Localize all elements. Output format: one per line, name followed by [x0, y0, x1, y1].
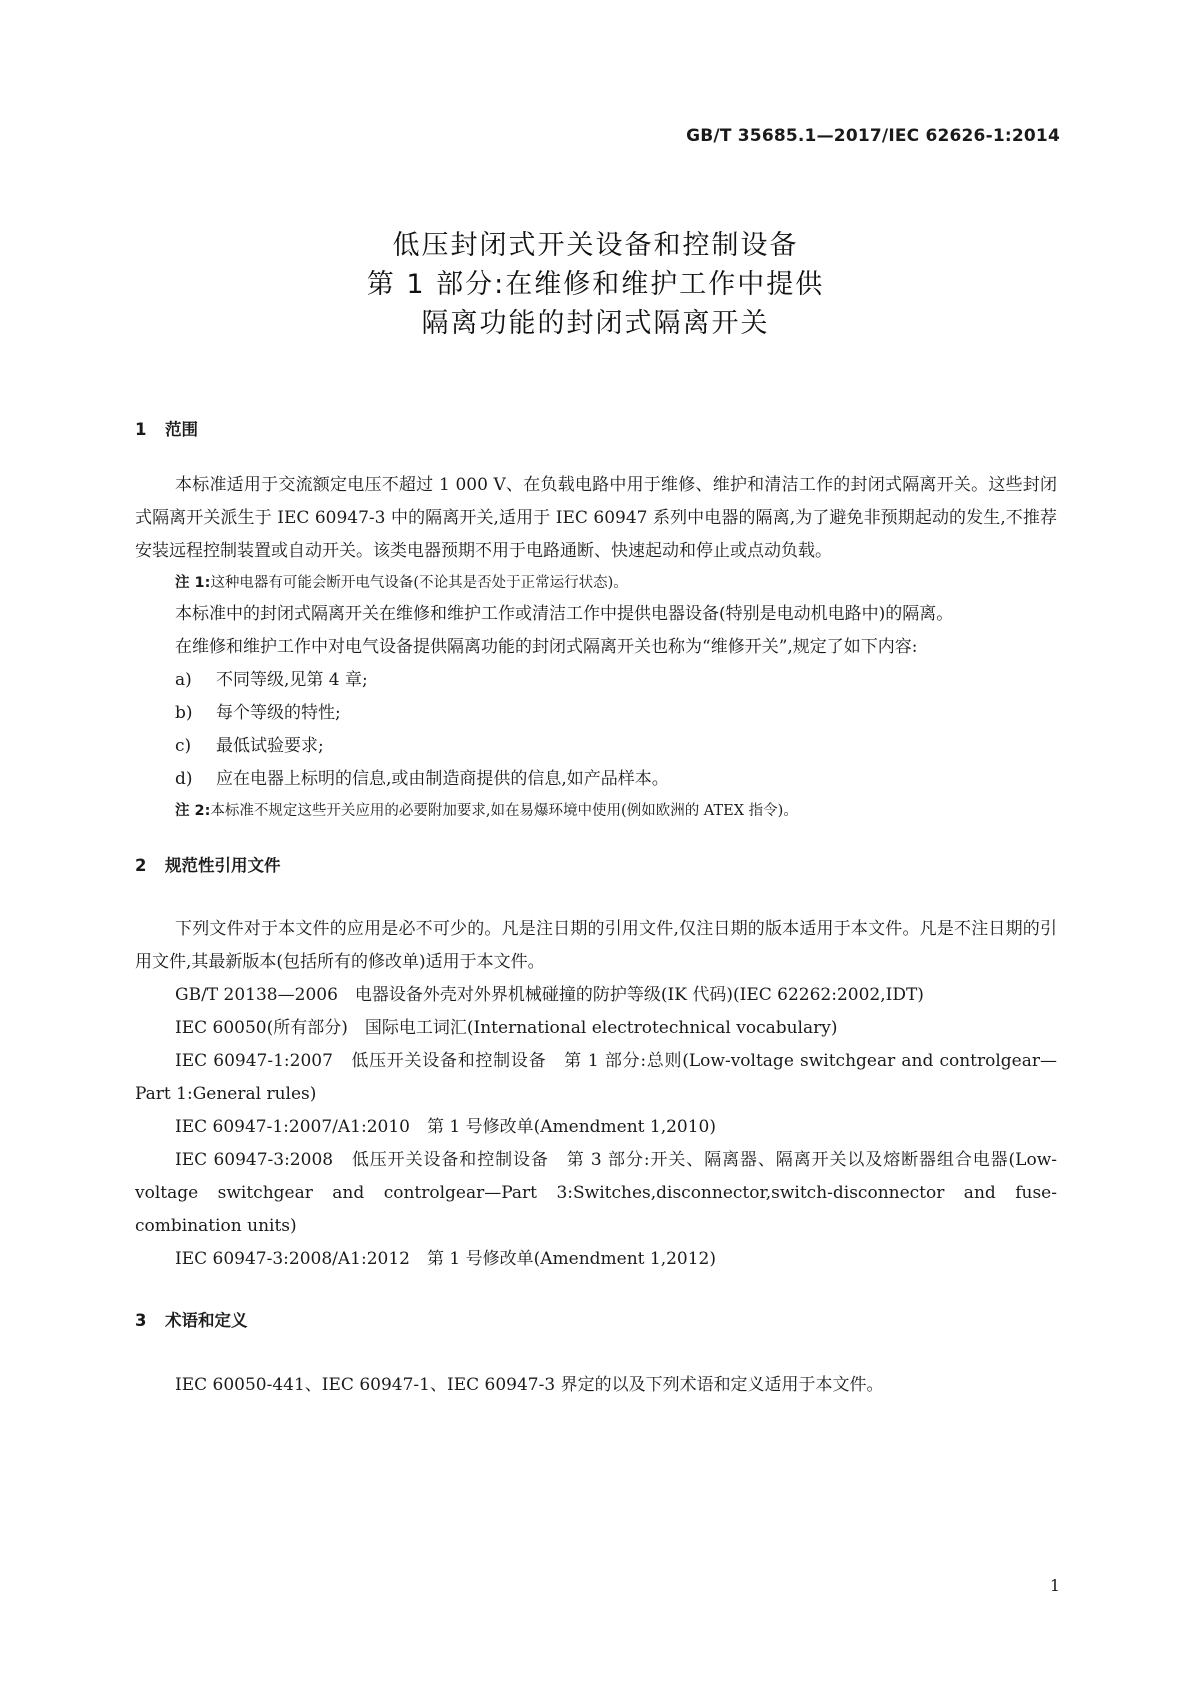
- section-title: 规范性引用文件: [165, 856, 281, 875]
- standard-code: GB/T 35685.1—2017/IEC 62626-1:2014: [686, 126, 1060, 146]
- list-item: [175, 697, 1057, 730]
- section-3-heading: [135, 1309, 1057, 1333]
- list-mark: d): [175, 769, 193, 789]
- scope-paragraph-2: 本标准中的封闭式隔离开关在维修和维护工作或清洁工作中提供电器设备(特别是电动机电路中)的隔离。: [175, 604, 954, 624]
- list-text: 最低试验要求;: [216, 736, 324, 756]
- terms-paragraph: IEC 60050-441、IEC 60947-1、IEC 60947-3 界定的以及下列术语和定义适用于本文件。: [175, 1375, 884, 1395]
- list-mark: a): [175, 670, 192, 690]
- reference-item: IEC 60947-3:2008/A1:2012 第 1 号修改单(Amendment 1,2012): [175, 1249, 717, 1269]
- reference-item: IEC 60050(所有部分) 国际电工词汇(International electrotechnical vocabulary): [175, 1018, 838, 1038]
- document-body: [135, 418, 1057, 1402]
- page-number: 1: [1049, 1576, 1060, 1595]
- title-line-2: 第 1 部分:在维修和维护工作中提供: [366, 269, 825, 300]
- list-item: [175, 763, 1057, 796]
- list-text: 每个等级的特性;: [216, 703, 341, 723]
- section-number: 1: [135, 420, 147, 439]
- note-text: 本标准不规定这些开关应用的必要附加要求,如在易爆环境中使用(例如欧洲的 ATEX 指令)。: [210, 803, 798, 819]
- scope-paragraph-1: 本标准适用于交流额定电压不超过 1 000 V、在负载电路中用于维修、维护和清洁工作的封闭式隔离开关。这些封闭式隔离开关派生于 IEC 60947-3 中的隔离开关,适用于 IEC 60947 系列中电器的隔离,为了避免非预期起动的发生,不推荐安装远程控制装置或自动开关。该类电器预期不用于电路通断、快速起动和停止或点动负载。: [135, 475, 1057, 561]
- note-1: [175, 568, 1057, 598]
- section-number: 3: [135, 1311, 147, 1330]
- document-title: [0, 226, 1191, 343]
- list-text: 应在电器上标明的信息,或由制造商提供的信息,如产品样本。: [216, 769, 669, 789]
- reference-item: GB/T 20138—2006 电器设备外壳对外界机械碰撞的防护等级(IK 代码)(IEC 62262:2002,IDT): [175, 985, 924, 1005]
- reference-item: IEC 60947-1:2007 低压开关设备和控制设备 第 1 部分:总则(Low-voltage switchgear and controlgear—Part 1:General rules): [135, 1051, 1057, 1104]
- list-item: [175, 664, 1057, 697]
- references-intro: 下列文件对于本文件的应用是必不可少的。凡是注日期的引用文件,仅注日期的版本适用于本文件。凡是不注日期的引用文件,其最新版本(包括所有的修改单)适用于本文件。: [135, 919, 1057, 972]
- note-label: 注 2:: [175, 803, 211, 819]
- note-text: 这种电器有可能会断开电气设备(不论其是否处于正常运行状态)。: [210, 575, 628, 591]
- list-text: 不同等级,见第 4 章;: [216, 670, 368, 690]
- list-item: [175, 730, 1057, 763]
- section-title: 范围: [165, 420, 198, 439]
- section-1-heading: [135, 418, 1057, 442]
- section-number: 2: [135, 856, 147, 875]
- reference-item: IEC 60947-1:2007/A1:2010 第 1 号修改单(Amendment 1,2010): [175, 1117, 717, 1137]
- note-label: 注 1:: [175, 575, 211, 591]
- section-2-heading: [135, 854, 1057, 878]
- title-line-1: 低压封闭式开关设备和控制设备: [392, 230, 799, 261]
- list-mark: c): [175, 736, 192, 756]
- title-line-3: 隔离功能的封闭式隔离开关: [421, 308, 770, 339]
- list-mark: b): [175, 703, 193, 723]
- scope-paragraph-3: 在维修和维护工作中对电气设备提供隔离功能的封闭式隔离开关也称为“维修开关”,规定了如下内容:: [175, 637, 918, 657]
- reference-item: IEC 60947-3:2008 低压开关设备和控制设备 第 3 部分:开关、隔离器、隔离开关以及熔断器组合电器(Low-voltage switchgear and controlgear—Part 3:Switches,disconnector,switch-disconnector and fuse-combination units): [135, 1150, 1057, 1236]
- section-title: 术语和定义: [165, 1311, 248, 1330]
- note-2: [175, 796, 1057, 826]
